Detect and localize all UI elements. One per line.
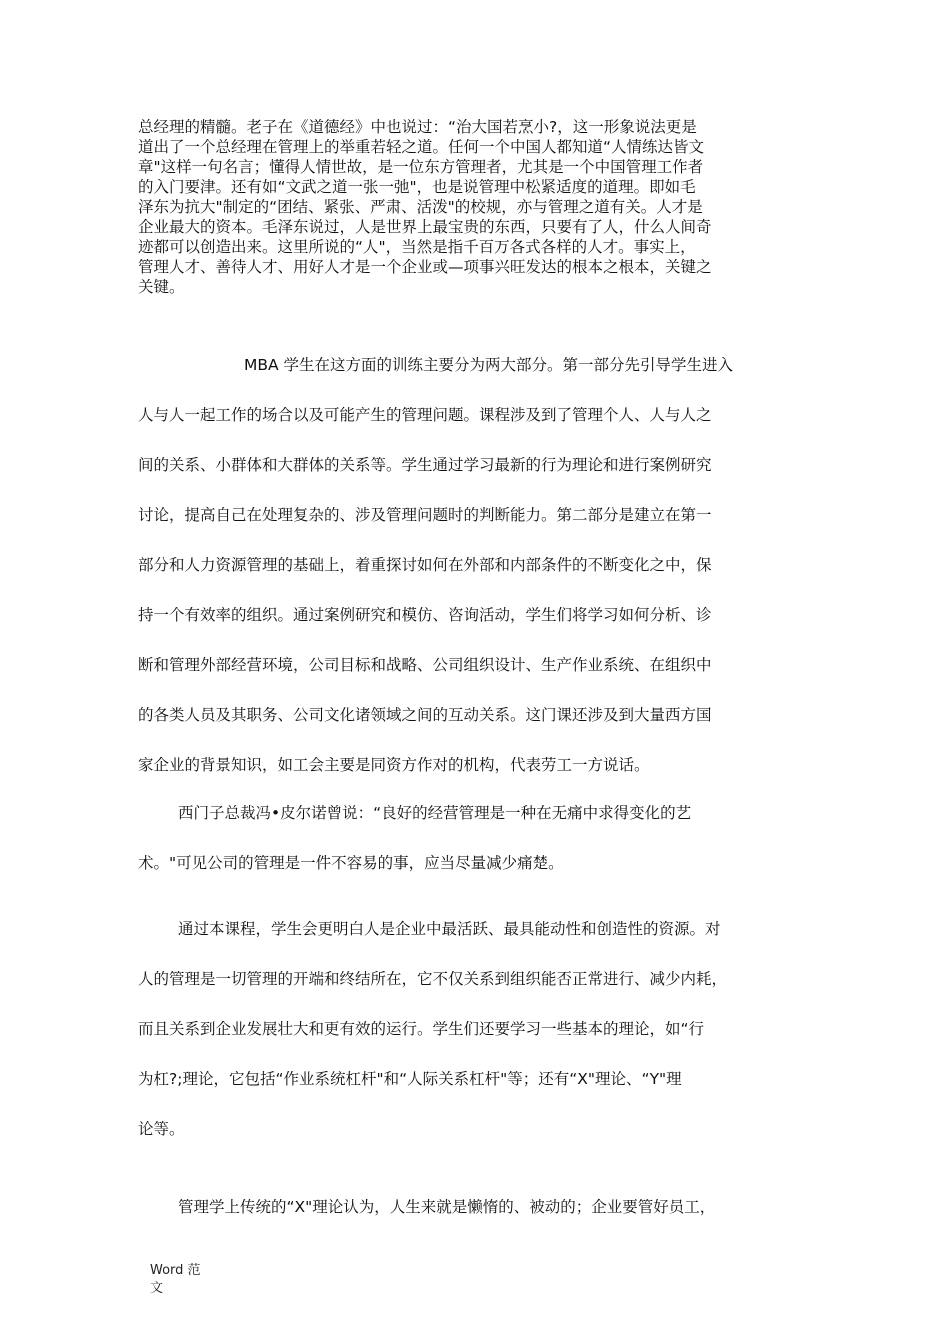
paragraph-1 [138, 117, 818, 297]
paragraph-5 [138, 1182, 828, 1232]
text-line: 章"这样一句名言；懂得人情世故，是一位东方管理者，尤其是一个中国管理工作者 [138, 158, 704, 176]
text-line: MBA 学生在这方面的训练主要分为两大部分。第一部分先引导学生进入 [244, 356, 734, 374]
text-line: 家企业的背景知识，如工会主要是同资方作对的机构，代表劳工一方说话。 [138, 756, 650, 774]
text-line: 总经理的精髓。老子在《道德经》中也说过：“治大国若烹小?，这一形象说法更是 [138, 118, 697, 136]
paragraph-4 [138, 904, 828, 1154]
text-line: 而且关系到企业发展壮大和更有效的运行。学生们还要学习一些基本的理论，如“行 [138, 1020, 705, 1038]
text-line: 断和管理外部经营环境，公司目标和战略、公司组织设计、生产作业系统、在组织中 [138, 656, 712, 674]
text-line: 人与人一起工作的场合以及可能产生的管理问题。课程涉及到了管理个人、人与人之 [138, 406, 712, 424]
text-line: 管理学上传统的“X"理论认为，人生来就是懒惰的、被动的；企业要管好员工， [178, 1198, 716, 1216]
page-footer [150, 1262, 201, 1298]
text-line: 术。"可见公司的管理是一件不容易的事，应当尽量减少痛楚。 [138, 854, 564, 872]
text-line: 企业最大的资本。毛泽东说过，人是世界上最宝贵的东西，只要有了人，什么人间奇 [138, 218, 712, 236]
text-line: 论等。 [138, 1120, 185, 1138]
text-line: 讨论，提高自己在处理复杂的、涉及管理问题时的判断能力。第二部分是建立在第一 [138, 506, 712, 524]
text-line: 管理人才、善待人才、用好人才是一个企业或—项事兴旺发达的根本之根本，关键之 [138, 258, 712, 276]
paragraph-3 [138, 788, 828, 888]
text-line: 的入门要津。还有如“文武之道一张一弛"，也是说管理中松紧适度的道理。即如毛 [138, 178, 696, 196]
text-line: 持一个有效率的组织。通过案例研究和模仿、咨询活动，学生们将学习如何分析、诊 [138, 606, 712, 624]
text-line: 泽东为抗大"制定的“团结、紧张、严肃、活泼"的校规，亦与管理之道有关。人才是 [138, 198, 703, 216]
paragraph-2 [138, 340, 828, 790]
text-line: 道出了一个总经理在管理上的举重若轻之道。任何一个中国人都知道“人情练达皆文 [138, 138, 705, 156]
text-line: 间的关系、小群体和大群体的关系等。学生通过学习最新的行为理论和进行案例研究 [138, 456, 712, 474]
text-line: 通过本课程，学生会更明白人是企业中最活跃、最具能动性和创造性的资源。对 [178, 920, 721, 938]
text-line: 的各类人员及其职务、公司文化诸领域之间的互动关系。这门课还涉及到大量西方国 [138, 706, 712, 724]
text-line: 部分和人力资源管理的基础上，着重探讨如何在外部和内部条件的不断变化之中，保 [138, 556, 712, 574]
text-line: 为杠?;理论，它包括“作业系统杠杆"和“人际关系杠杆"等；还有“X"理论、“Y"理 [138, 1070, 682, 1088]
footer-line: Word 范 [150, 1263, 201, 1278]
text-line: 关键。 [138, 278, 185, 296]
text-line: 西门子总裁冯•皮尔诺曾说：“良好的经营管理是一种在无痛中求得变化的艺 [178, 804, 692, 822]
text-line: 迹都可以创造出来。这里所说的“人"，当然是指千百万各式各样的人才。事实上， [138, 238, 696, 256]
footer-line: 文 [150, 1281, 164, 1296]
text-line: 人的管理是一切管理的开端和终结所在，它不仅关系到组织能否正常进行、减少内耗， [138, 970, 728, 988]
